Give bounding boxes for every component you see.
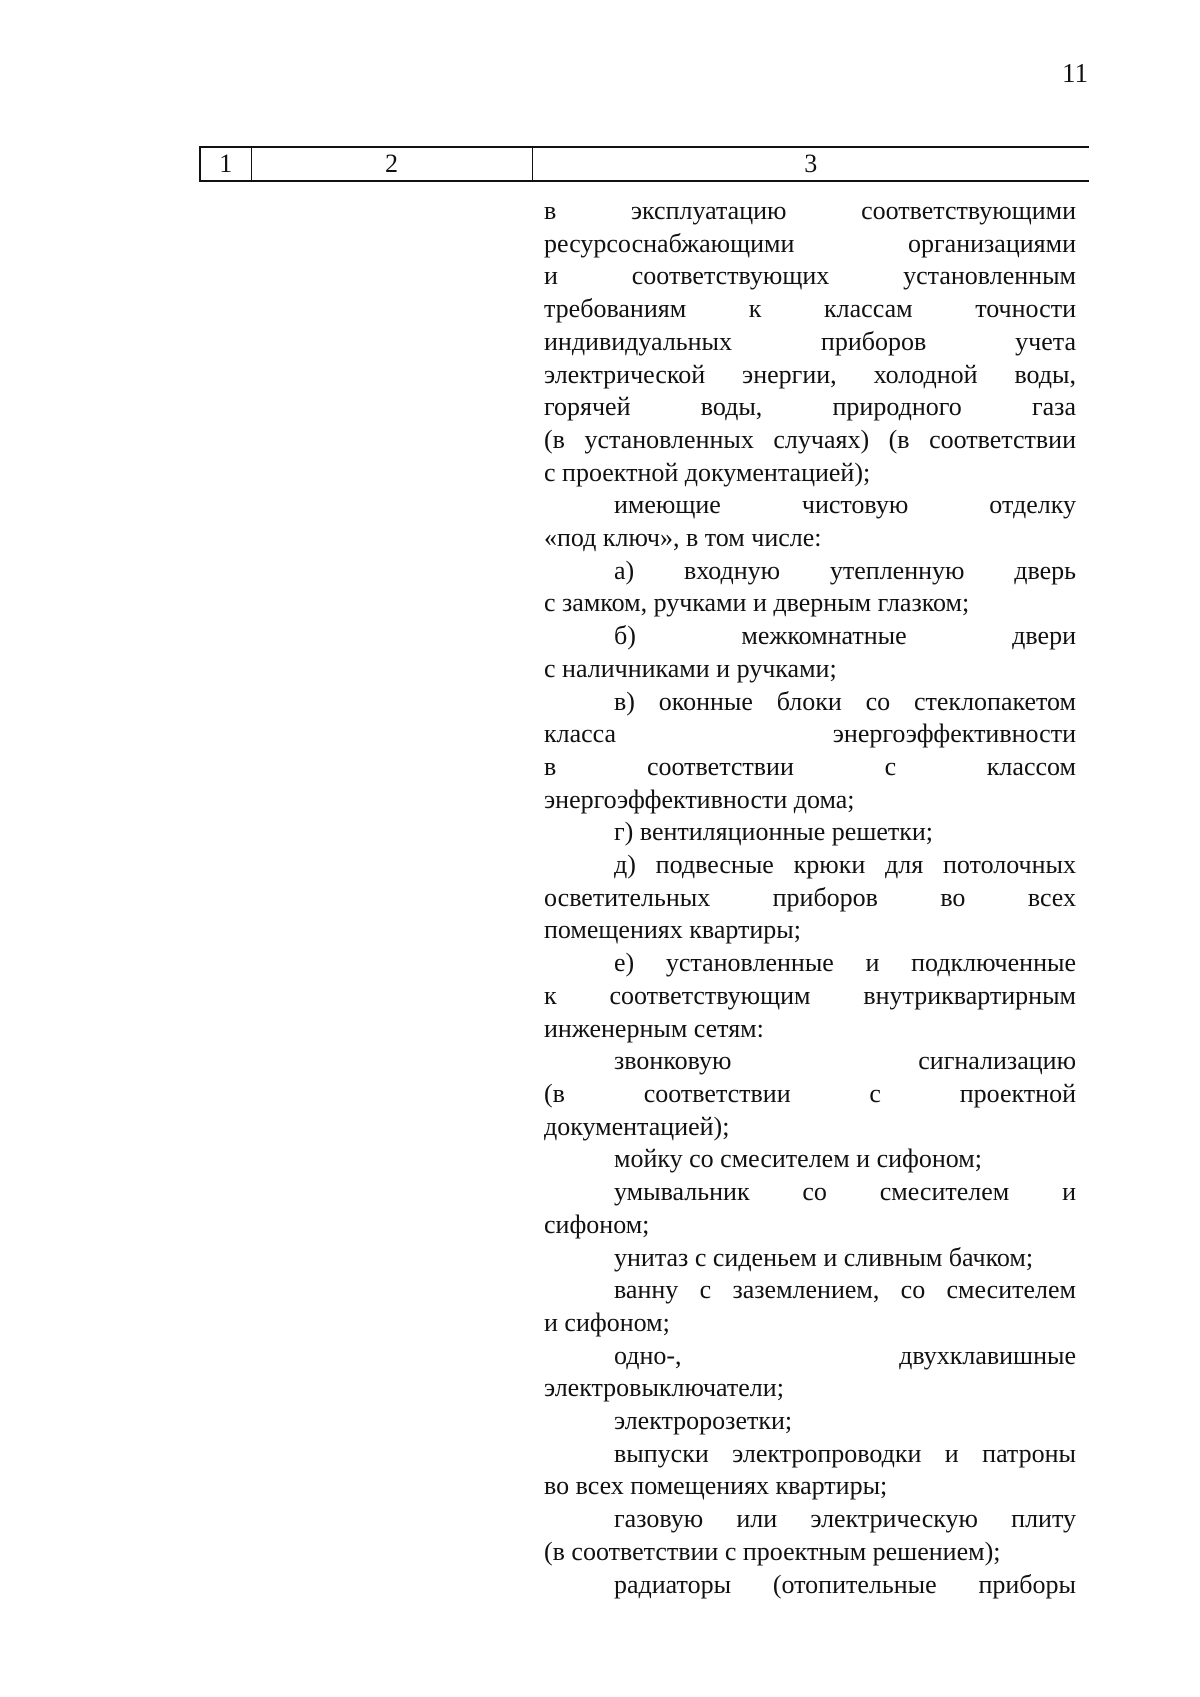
text-line: унитаз с сиденьем и сливным бачком; — [614, 1242, 1034, 1272]
text-line: (в соответствии с проектной — [544, 1078, 1076, 1108]
text-line: одно-, двухклавишные — [614, 1340, 1076, 1370]
text-line: в) оконные блоки со стеклопакетом — [614, 686, 1076, 716]
text-line: (в соответствии с проектным решением); — [544, 1536, 1001, 1566]
text-line: инженерным сетям: — [544, 1013, 764, 1043]
text-line: документацией); — [544, 1111, 730, 1141]
text-line: горячей воды, природного газа — [544, 392, 1076, 422]
text-line: ванну с заземлением, со смесителем — [614, 1275, 1076, 1305]
text-line: с наличниками и ручками; — [544, 653, 837, 683]
text-line: с проектной документацией); — [544, 457, 871, 487]
text-line: в эксплуатацию соответствующими — [544, 196, 1076, 225]
page-number: 11 — [1062, 58, 1088, 88]
column-header-row — [200, 147, 1089, 181]
text-line: и сифоном; — [544, 1307, 670, 1337]
text-line: электровыключатели; — [544, 1373, 784, 1403]
text-line: сифоном; — [544, 1209, 650, 1239]
text-line: во всех помещениях квартиры; — [544, 1471, 888, 1501]
column-header-1: 1 — [200, 147, 251, 181]
text-line: г) вентиляционные решетки; — [614, 817, 934, 847]
text-line: в соответствии с классом — [544, 751, 1076, 781]
text-line: газовую или электрическую плиту — [614, 1504, 1076, 1534]
text-line: радиаторы (отопительные приборы — [614, 1569, 1076, 1599]
text-line: умывальник со смесителем и — [614, 1177, 1076, 1207]
column-header-table — [199, 146, 1089, 182]
text-line: звонковую сигнализацию — [614, 1046, 1076, 1076]
text-line: а) входную утепленную дверь — [614, 555, 1076, 585]
text-line: помещениях квартиры; — [544, 915, 801, 945]
text-line: мойку со смесителем и сифоном; — [614, 1144, 982, 1174]
column-3-text — [544, 195, 1076, 1601]
column-header-2: 2 — [251, 147, 532, 181]
text-line: д) подвесные крюки для потолочных — [614, 850, 1076, 880]
text-line: энергоэффективности дома; — [544, 784, 855, 814]
text-line: и соответствующих установленным — [544, 261, 1076, 291]
text-line: (в установленных случаях) (в соответствии — [544, 424, 1076, 454]
text-line: выпуски электропроводки и патроны — [614, 1438, 1076, 1468]
text-line: класса энергоэффективности — [544, 719, 1076, 749]
text-line: индивидуальных приборов учета — [544, 326, 1076, 356]
text-line: требованиям к классам точности — [544, 294, 1076, 324]
text-line: ресурсоснабжающими организациями — [544, 228, 1076, 258]
text-line: е) установленные и подключенные — [614, 948, 1076, 978]
text-line: с замком, ручками и дверным глазком; — [544, 588, 970, 618]
text-line: электророзетки; — [614, 1406, 793, 1436]
text-line: электрической энергии, холодной воды, — [544, 359, 1076, 389]
text-line: осветительных приборов во всех — [544, 882, 1076, 912]
text-line: имеющие чистовую отделку — [614, 490, 1076, 520]
text-line: к соответствующим внутриквартирным — [544, 980, 1076, 1010]
text-line: б) межкомнатные двери — [614, 621, 1076, 651]
column-header-3: 3 — [532, 147, 1089, 181]
text-line: «под ключ», в том числе: — [544, 523, 822, 553]
